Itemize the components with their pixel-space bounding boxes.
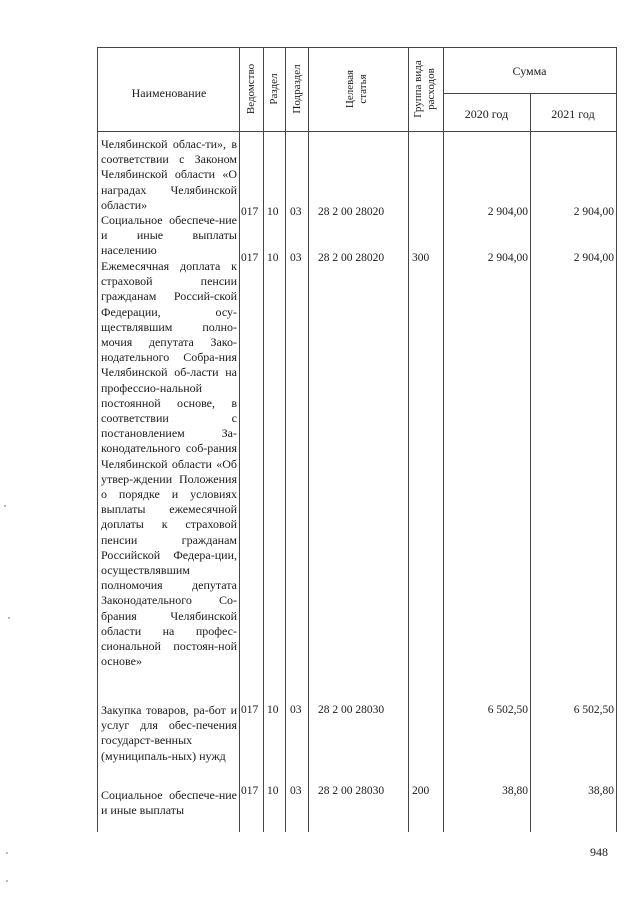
cell-celevaya: 28 2 00 28030 bbox=[318, 704, 385, 716]
cell-ved: 017 bbox=[241, 785, 259, 797]
scan-speck bbox=[4, 505, 6, 507]
name-col-rule bbox=[239, 47, 240, 832]
header-celevaya: Целевая статья bbox=[344, 69, 369, 109]
cell-razdel: 10 bbox=[267, 704, 279, 716]
table-left-rule bbox=[97, 47, 98, 832]
cell-2021: 6 502,50 bbox=[573, 704, 614, 716]
cell-podrazdel: 03 bbox=[290, 785, 302, 797]
name-cell: Социальное обеспече-ние и иные выплаты bbox=[101, 788, 237, 818]
cell-ved: 017 bbox=[241, 252, 259, 264]
header-summa: Сумма bbox=[512, 64, 547, 78]
scan-speck bbox=[6, 880, 8, 882]
razdel-col-rule bbox=[285, 47, 286, 832]
cell-podrazdel: 03 bbox=[290, 252, 302, 264]
year-col-rule bbox=[530, 93, 531, 832]
cell-razdel: 10 bbox=[267, 785, 279, 797]
cell-ved: 017 bbox=[241, 704, 259, 716]
cell-celevaya: 28 2 00 28020 bbox=[318, 206, 385, 218]
header-razdel: Раздел bbox=[268, 73, 280, 105]
name-column bbox=[101, 137, 237, 818]
header-gruppa: Группа вида расходов bbox=[412, 60, 437, 118]
table-right-rule bbox=[616, 47, 617, 832]
header-podrazdel: Подраздел bbox=[291, 64, 303, 114]
celevaya-col-rule bbox=[408, 47, 409, 832]
cell-podrazdel: 03 bbox=[290, 704, 302, 716]
cell-celevaya: 28 2 00 28030 bbox=[318, 785, 385, 797]
name-cell: Закупка товаров, ра-бот и услуг для обес-печения государст-венных (муниципаль-ных) нужд bbox=[101, 703, 237, 763]
name-cell: Социальное обеспече-ние и иные выплаты населению bbox=[101, 213, 237, 258]
cell-razdel: 10 bbox=[267, 252, 279, 264]
cell-2021: 38,80 bbox=[588, 785, 614, 797]
cell-2020: 38,80 bbox=[502, 785, 528, 797]
scan-speck bbox=[6, 852, 8, 854]
header-name: Наименование bbox=[131, 86, 207, 100]
cell-razdel: 10 bbox=[267, 206, 279, 218]
name-cell: Челябинской облас-ти», в соответствии с Законом Челябинской области «О наградах Челябинской области» bbox=[101, 137, 237, 212]
cell-2020: 6 502,50 bbox=[487, 704, 528, 716]
cell-podrazdel: 03 bbox=[290, 206, 302, 218]
cell-2020: 2 904,00 bbox=[487, 252, 528, 264]
name-cell: Ежемесячная доплата к страховой пенсии гражданам Россий-ской Федерации, осу-ществлявшим полно-мочия депутата Зако-нодательного Собра-ния Челябинской об-ласти на профессио-нальной постоянной основе, в соответствии с постановлением За-конодательного соб-рания Челябинской области «Об утвер-ждении Положения о порядке и условиях выплаты ежемесячной доплаты к страховой пенсии гражданам Российской Федера-ции, осуществлявшим полномочия депутата Законодательного Со-брания Челябинской области на профес-сиональной постоян-ной основе» bbox=[101, 259, 237, 669]
cell-celevaya: 28 2 00 28020 bbox=[318, 252, 385, 264]
cell-ved: 017 bbox=[241, 206, 259, 218]
cell-2021: 2 904,00 bbox=[573, 252, 614, 264]
cell-2021: 2 904,00 bbox=[573, 206, 614, 218]
ved-col-rule bbox=[263, 47, 264, 832]
table-top-rule bbox=[97, 47, 616, 48]
header-vedomstvo: Ведомство bbox=[245, 63, 257, 115]
scan-speck bbox=[8, 617, 10, 619]
header-bottom-rule bbox=[97, 131, 616, 132]
header-2020: 2020 год bbox=[464, 107, 509, 121]
cell-2020: 2 904,00 bbox=[487, 206, 528, 218]
cell-gruppa: 300 bbox=[412, 252, 430, 264]
cell-gruppa: 200 bbox=[412, 785, 430, 797]
header-2021: 2021 год bbox=[551, 107, 595, 121]
gruppa-col-rule bbox=[443, 47, 444, 832]
page-number: 948 bbox=[590, 845, 608, 859]
podrazdel-col-rule bbox=[308, 47, 309, 832]
